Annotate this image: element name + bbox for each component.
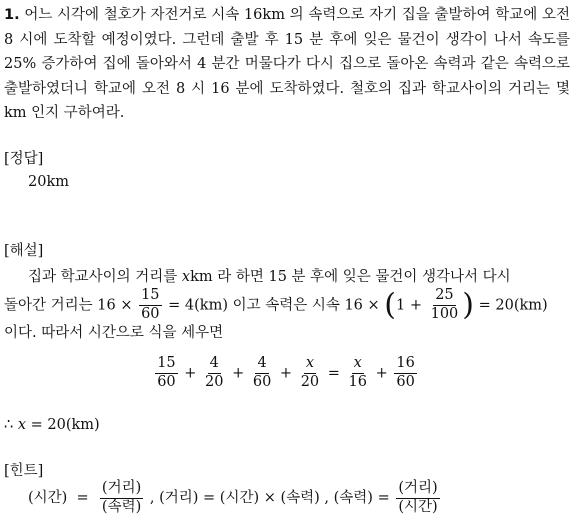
fraction-15-60: $\frac{15}{60}$ xyxy=(141,287,160,322)
fraction-25-100: $\frac{25}{100}$ xyxy=(430,287,459,322)
problem-number: 1. xyxy=(4,7,20,23)
hint-formulas: (시간) = $\frac{\text{(거리)}}{\text{(속력)}}$ , (거리) = (시간) × (속력) , (속력) = $\frac{\text{(거리)}}{\text{(시간)}}$ xyxy=(28,479,438,515)
answer-value: 20km xyxy=(28,174,69,190)
problem-statement xyxy=(4,3,570,126)
conclusion: ∴ x = 20(km) xyxy=(4,417,100,433)
time-equation: $\frac{15}{60}$ + $\frac{4}{20}$ + $\frac{4}{60}$ + $\frac{x}{20}$ = $\frac{x}{16}$ + $\frac{16}{60}$ xyxy=(157,355,415,390)
explanation-heading: [해설] xyxy=(4,243,44,259)
explanation-line-2: 돌아간 거리는 16 × $\frac{15}{60}$ = 4(km) 이고 속력은 시속 16 × (1 + $\frac{25}{100}$ ) = 20(km) xyxy=(4,287,548,323)
explanation-line-1: 집과 학교사이의 거리를 xkm 라 하면 15 분 후에 잊은 물건이 생각나서 다시 xyxy=(28,269,511,285)
answer-heading: [정답] xyxy=(4,151,44,167)
hint-heading: [힌트] xyxy=(4,463,44,479)
problem-text: 어느 시각에 철호가 자전거로 시속 16km 의 속력으로 자기 집을 출발하여 학교에 오전 8 시에 도착할 예정이였다. 그런데 출발 후 15 분 후에 잊은 물건이 생각이 나서 속도를 25% 증가하여 집에 돌아와서 4 분간 머물다가 다시 집으로 돌아온 속력과 같은 속력으로 출발하였더니 학교에 오전 8 시 16 분에 도착하였다. 철호의 집과 학교사이의 거리는 몇 km 인지 구하여라. xyxy=(4,7,570,121)
explanation-line-3: 이다. 따라서 시간으로 식을 세우면 xyxy=(4,325,224,341)
